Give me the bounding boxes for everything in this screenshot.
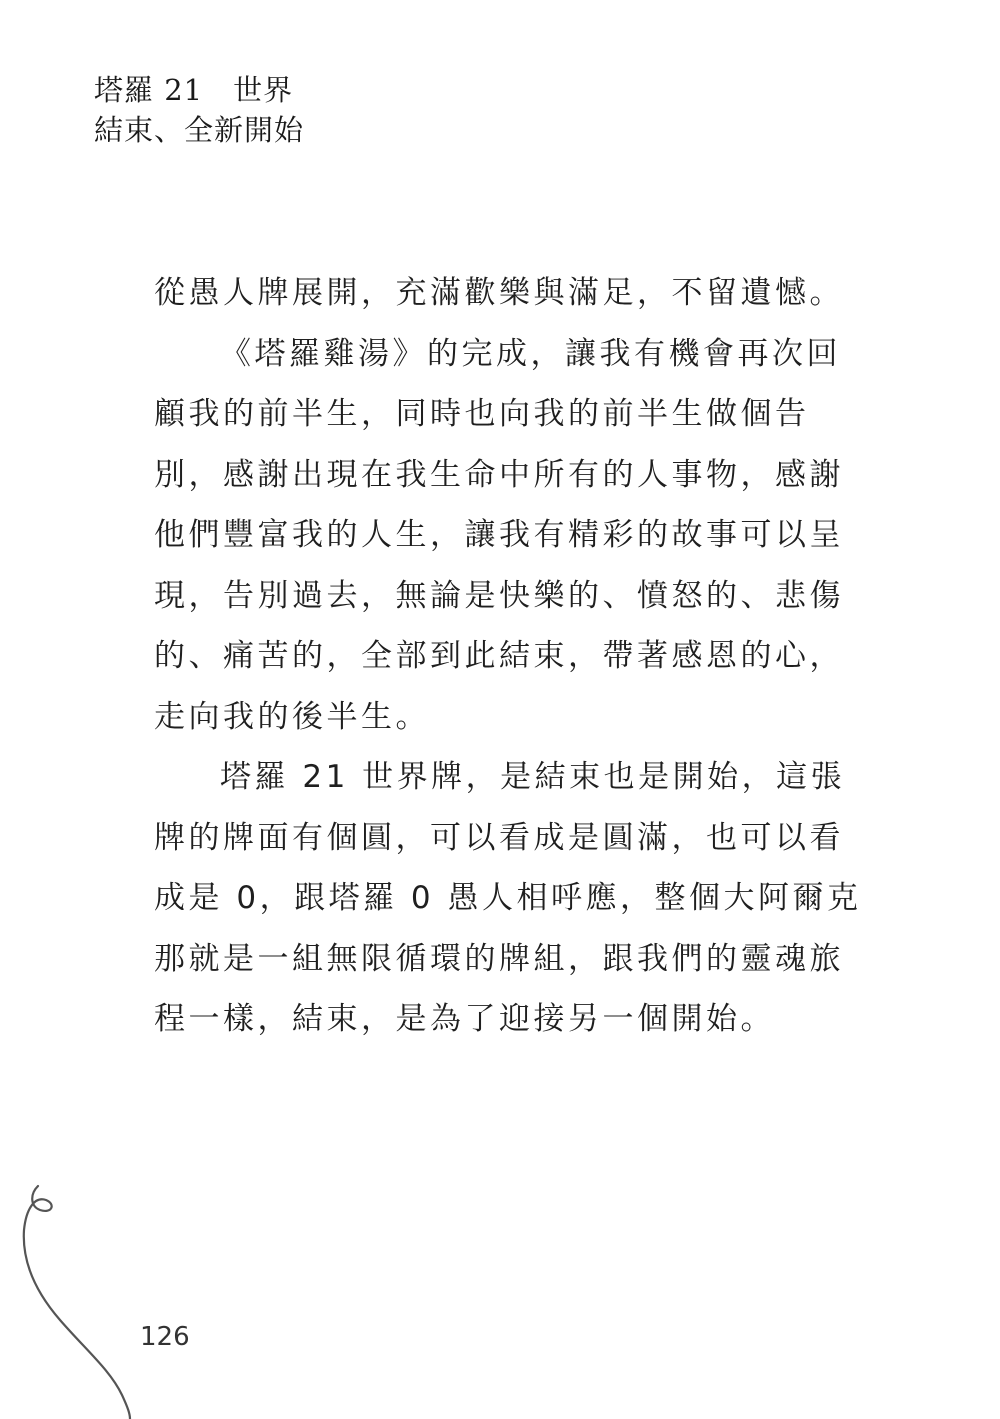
body-line: 現，告別過去，無論是快樂的、憤怒的、悲傷 bbox=[154, 577, 844, 614]
body-line: 《塔羅雞湯》的完成，讓我有機會再次回 bbox=[220, 335, 841, 372]
body-line: 的、痛苦的，全部到此結束，帶著感恩的心， bbox=[154, 638, 844, 674]
body-text bbox=[154, 263, 862, 1050]
body-line: 他們豐富我的人生，讓我有精彩的故事可以呈 bbox=[154, 517, 844, 553]
chapter-title: 塔羅 21 世界 bbox=[94, 73, 294, 107]
swirl-line-ornament-icon bbox=[0, 1180, 140, 1419]
running-head bbox=[94, 70, 304, 150]
chapter-subtitle: 結束、全新開始 bbox=[94, 113, 305, 147]
page-number: 126 bbox=[140, 1322, 190, 1352]
body-line: 成是 0，跟塔羅 0 愚人相呼應，整個大阿爾克 bbox=[154, 880, 862, 916]
body-line: 從愚人牌展開，充滿歡樂與滿足，不留遺憾。 bbox=[154, 275, 844, 311]
body-line: 走向我的後半生。 bbox=[154, 698, 430, 735]
body-line: 程一樣，結束，是為了迎接另一個開始。 bbox=[154, 1001, 775, 1037]
body-line: 那就是一組無限循環的牌組，跟我們的靈魂旅 bbox=[154, 940, 844, 977]
body-line: 顧我的前半生，同時也向我的前半生做個告 bbox=[154, 396, 810, 432]
body-line: 塔羅 21 世界牌，是結束也是開始，這張 bbox=[220, 759, 846, 795]
body-line: 別，感謝出現在我生命中所有的人事物，感謝 bbox=[154, 456, 844, 493]
body-line: 牌的牌面有個圓，可以看成是圓滿，也可以看 bbox=[154, 819, 844, 856]
